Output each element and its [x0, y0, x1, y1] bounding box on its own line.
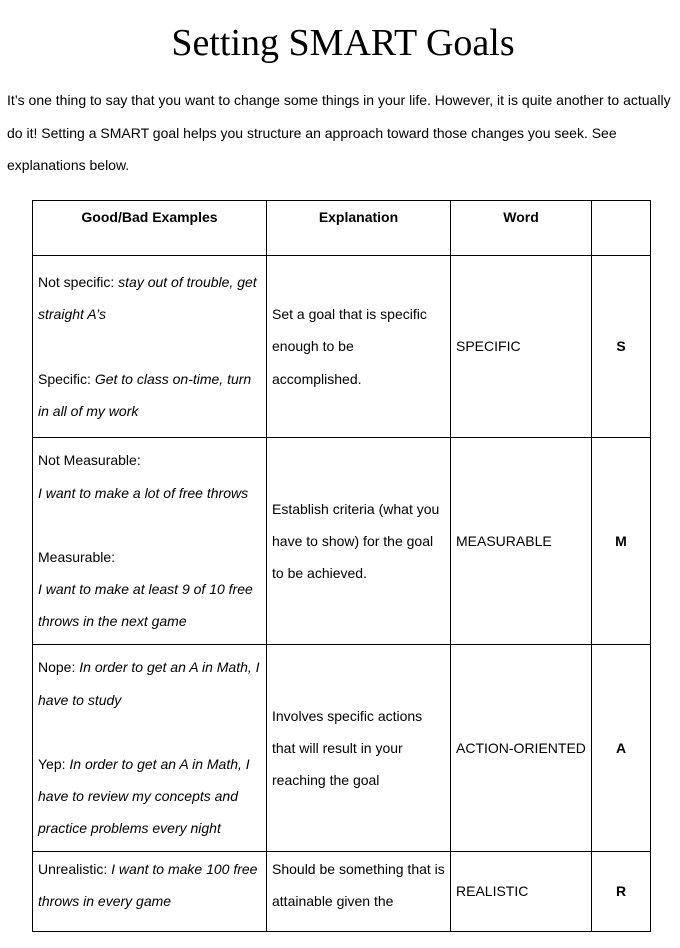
bad-example-label: Unrealistic:: [38, 861, 112, 877]
table-header-row: [33, 201, 651, 256]
intro-paragraph: It’s one thing to say that you want to change some things in your life. However, it is quite another to actually do it! Setting a SMART goal helps you structure an approach toward those changes you seek. See explanations below.: [7, 92, 671, 173]
bad-example-text: stay out of trouble, get straight A’s: [38, 274, 257, 323]
explanation-cell: Establish criteria (what you have to show) for the goal to be achieved.: [267, 438, 451, 645]
good-example-text: In order to get an A in Math, I have to review my concepts and practice problems every night: [38, 755, 250, 837]
letter-cell: M: [592, 438, 651, 645]
examples-cell: [33, 852, 267, 932]
good-example-text: I want to make at least 9 of 10 free throws in the next game: [38, 581, 253, 630]
table-row: [33, 256, 651, 438]
bad-example-label: Nope:: [38, 659, 80, 676]
table-row: [33, 645, 651, 852]
good-example-label: Yep:: [38, 755, 70, 772]
bad-example-label: Not Measurable:: [38, 452, 141, 469]
letter-cell: S: [592, 256, 651, 438]
explanation-cell: Involves specific actions that will result in your reaching the goal: [267, 645, 451, 852]
bad-example-text: I want to make 100 free throws in every game: [38, 861, 258, 910]
header-word: Word: [451, 201, 592, 256]
word-cell: SPECIFIC: [451, 256, 592, 438]
word-cell: MEASURABLE: [451, 438, 592, 645]
bad-example: [38, 853, 262, 917]
bad-example: [38, 266, 262, 330]
smart-goals-table: [32, 200, 651, 932]
table-row: [33, 852, 651, 932]
bad-example-text: In order to get an A in Math, I have to study: [38, 659, 260, 708]
header-letter: [592, 201, 651, 256]
bad-example: [38, 651, 262, 715]
letter-cell: A: [592, 645, 651, 852]
examples-cell: [33, 438, 267, 645]
bad-example-label: Not specific:: [38, 274, 119, 291]
word-cell: ACTION-ORIENTED: [451, 645, 592, 852]
good-example: [38, 748, 262, 845]
table-row: [33, 438, 651, 645]
good-example-label: Measurable:: [38, 548, 116, 565]
bad-example-text: I want to make a lot of free throws: [38, 484, 249, 501]
header-examples: Good/Bad Examples: [33, 201, 267, 256]
good-example-label: Specific:: [38, 370, 95, 387]
good-example-text: Get to class on-time, turn in all of my work: [38, 370, 252, 419]
word-cell: REALISTIC: [451, 852, 592, 932]
header-explanation: Explanation: [267, 201, 451, 256]
explanation-cell: Should be something that is attainable given the: [267, 852, 451, 932]
document-title: Setting SMART Goals: [171, 22, 515, 64]
examples-cell: [33, 645, 267, 852]
explanation-cell: Set a goal that is specific enough to be accomplished.: [267, 256, 451, 438]
examples-cell: [33, 256, 267, 438]
letter-cell: R: [592, 852, 651, 932]
good-example: [38, 363, 262, 427]
